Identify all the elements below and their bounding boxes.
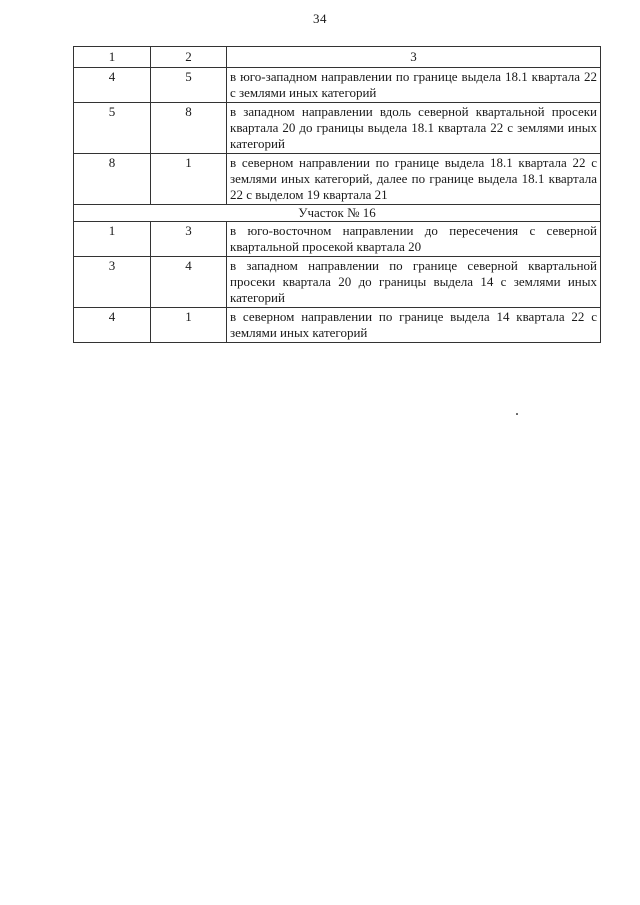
section-title: Участок № 16 (74, 205, 601, 222)
table-row (74, 103, 601, 154)
section-title-row (74, 205, 601, 222)
boundary-description-cell: в западном направлении вдоль северной квартальной просеки квартала 20 до границы выдела 18.1 квартала 22 с землями иных категорий (227, 103, 601, 154)
table-header-row (74, 47, 601, 68)
table-row (74, 154, 601, 205)
to-point-cell: 3 (151, 222, 227, 257)
column-header-3: 3 (227, 47, 601, 68)
boundary-description-cell: в западном направлении по границе северной квартальной просеки квартала 20 до границы выдела 14 с землями иных категорий (227, 257, 601, 308)
to-point-cell: 8 (151, 103, 227, 154)
boundary-description-cell: в юго-западном направлении по границе выдела 18.1 квартала 22 с землями иных категорий (227, 68, 601, 103)
from-point-cell: 3 (74, 257, 151, 308)
table-row (74, 222, 601, 257)
boundary-description-table (73, 46, 601, 343)
to-point-cell: 1 (151, 154, 227, 205)
column-header-2: 2 (151, 47, 227, 68)
from-point-cell: 1 (74, 222, 151, 257)
page-number: 34 (313, 11, 327, 26)
table-row (74, 68, 601, 103)
to-point-cell: 5 (151, 68, 227, 103)
scan-speck (516, 413, 518, 415)
boundary-description-cell: в северном направлении по границе выдела 18.1 квартала 22 с землями иных категорий, далее по границе выдела 18.1 квартала 22 с выделом 19 квартала 21 (227, 154, 601, 205)
boundary-description-cell: в юго-восточном направлении до пересечения с северной квартальной просекой квартала 20 (227, 222, 601, 257)
to-point-cell: 4 (151, 257, 227, 308)
from-point-cell: 8 (74, 154, 151, 205)
from-point-cell: 4 (74, 68, 151, 103)
to-point-cell: 1 (151, 308, 227, 343)
table-row (74, 257, 601, 308)
column-header-1: 1 (74, 47, 151, 68)
from-point-cell: 4 (74, 308, 151, 343)
from-point-cell: 5 (74, 103, 151, 154)
table-row (74, 308, 601, 343)
boundary-description-cell: в северном направлении по границе выдела 14 квартала 22 с землями иных категорий (227, 308, 601, 343)
